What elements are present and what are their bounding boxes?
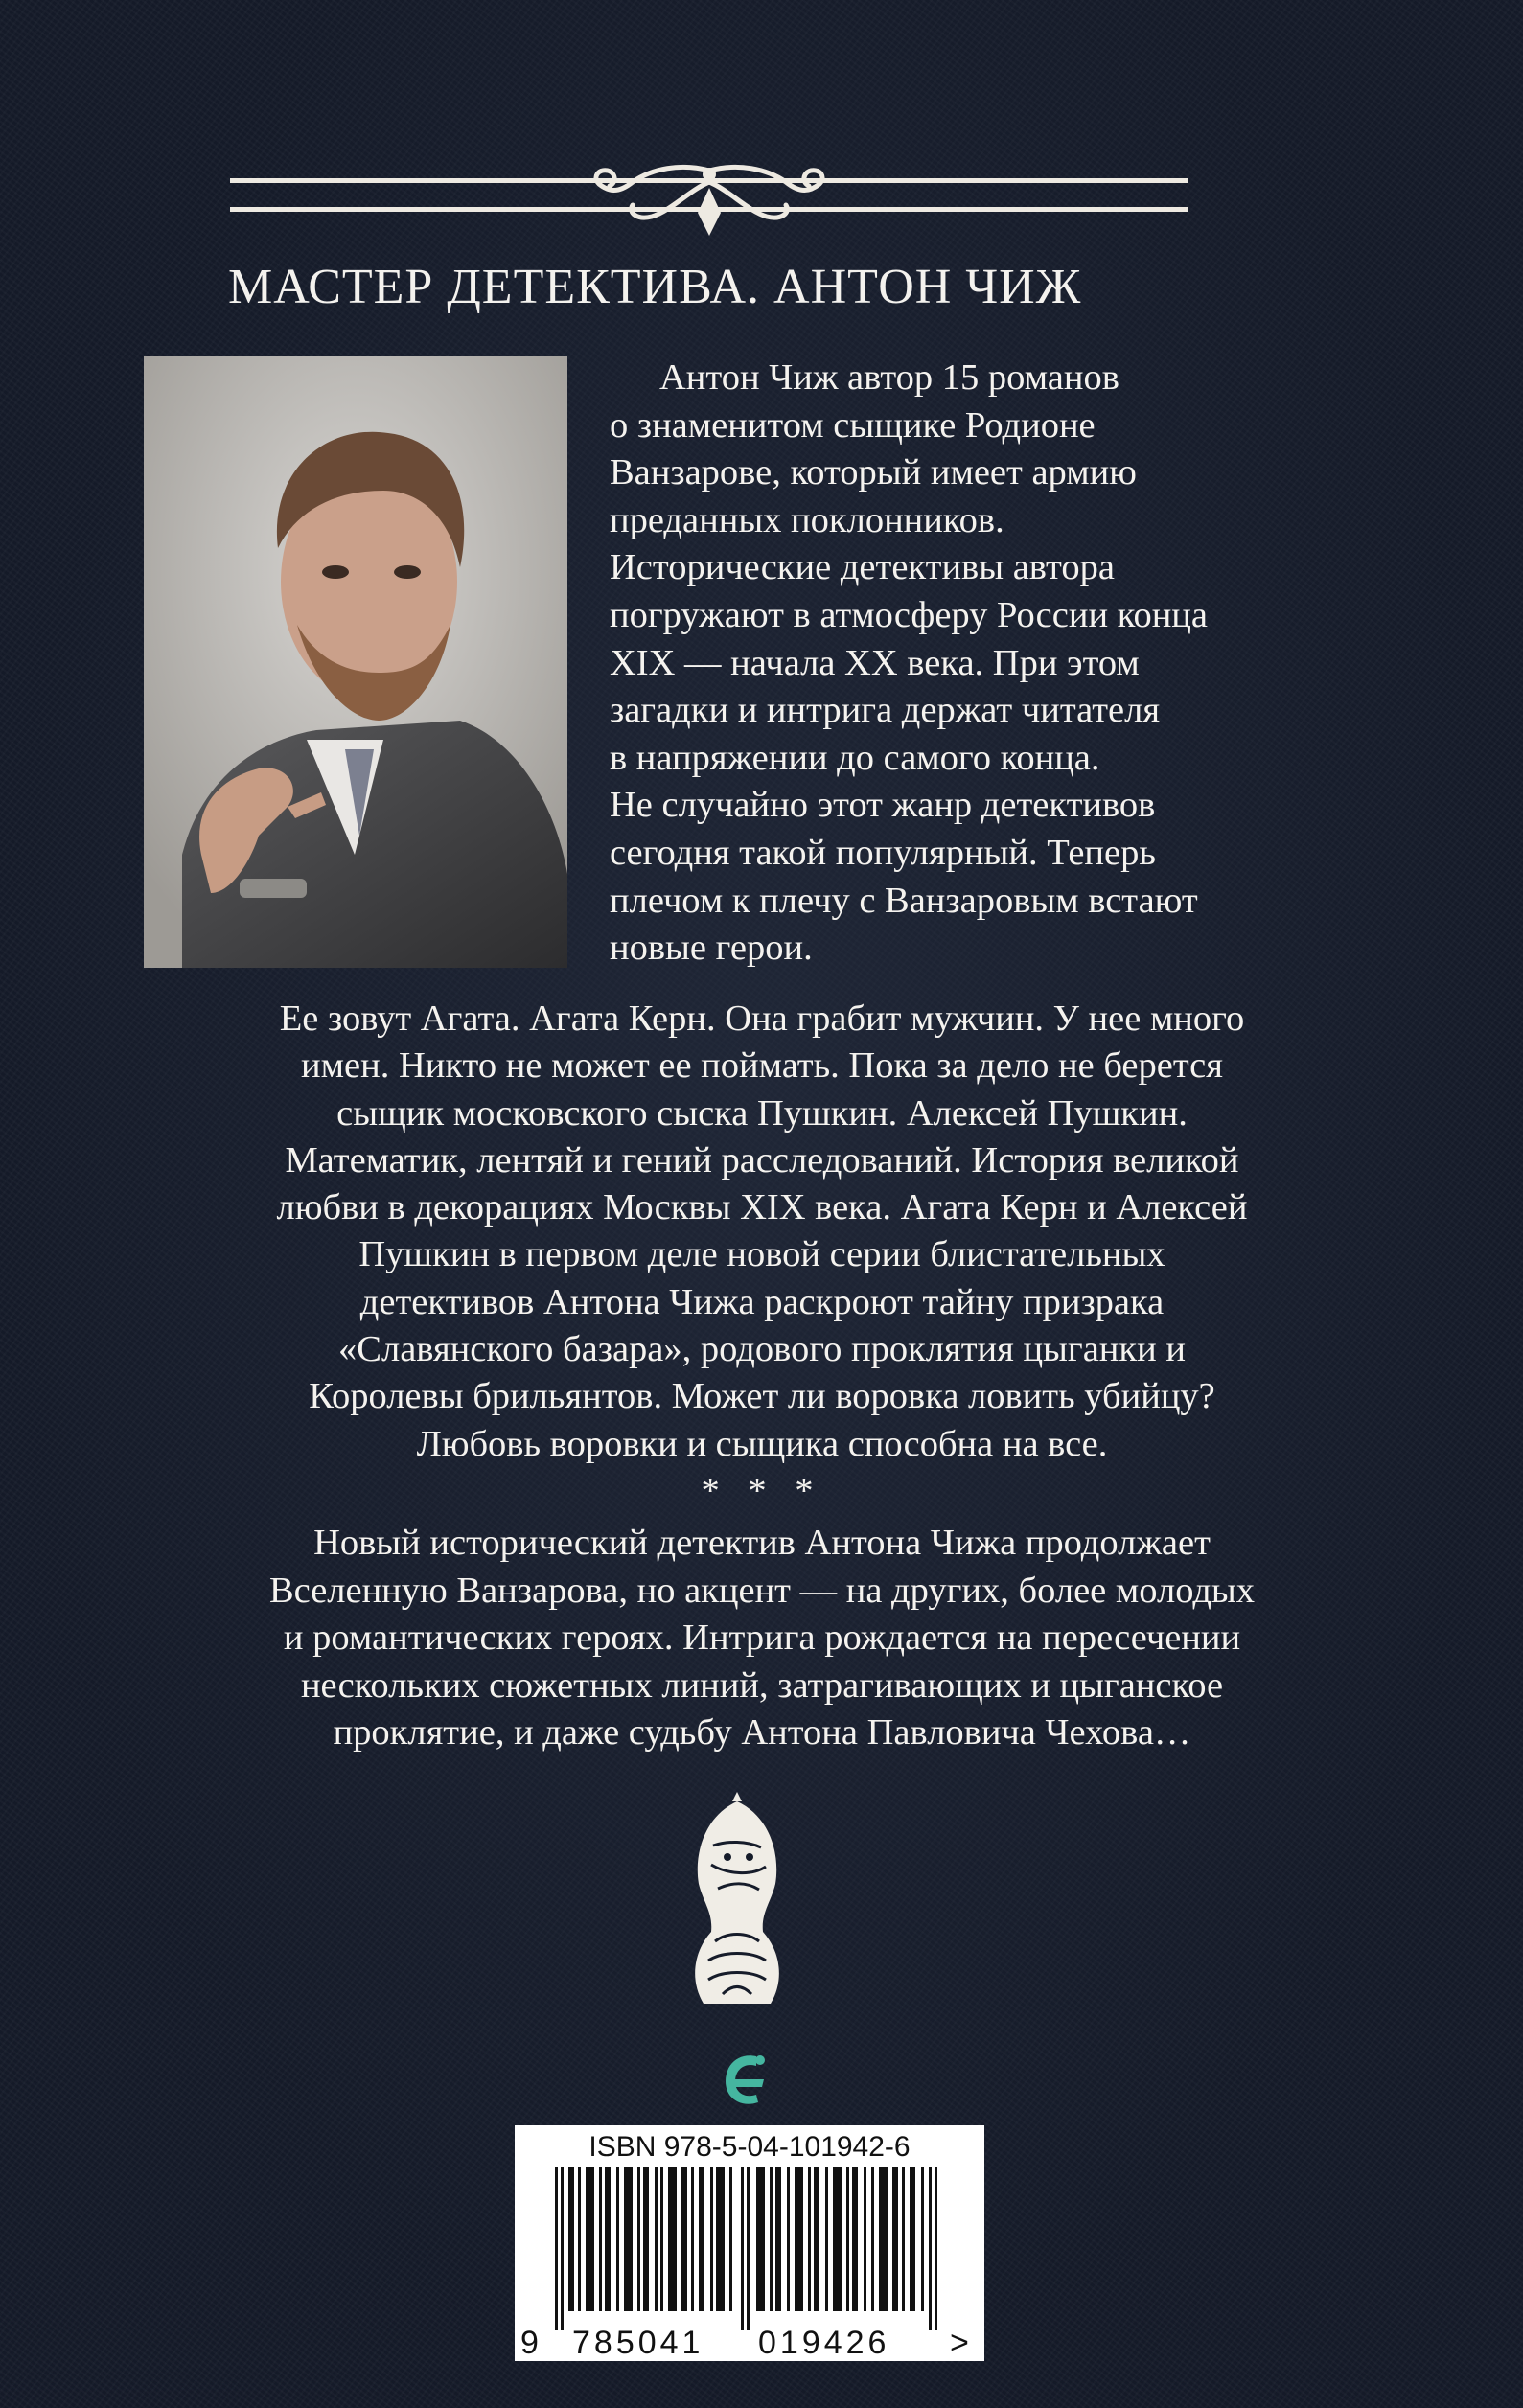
annotation-line: Ее зовут Агата. Агата Керн. Она грабит мужчин. У нее много — [279, 998, 1245, 1039]
author-bio — [610, 355, 1376, 973]
bio-line: в напряжении до самого конца. — [610, 737, 1100, 778]
annotation-line: любви в декорациях Москвы XIX века. Агата Керн и Алексей — [276, 1187, 1248, 1228]
series-title: МАСТЕР ДЕТЕКТИВА. АНТОН ЧИЖ — [228, 260, 1082, 314]
bio-line: о знаменитом сыщике Родионе — [610, 404, 1096, 446]
closing-paragraph — [96, 1520, 1428, 1757]
ornament-divider — [230, 153, 1188, 240]
annotation-line: Пушкин в первом деле новой серии блистательных — [358, 1234, 1165, 1275]
closing-line: Новый исторический детектив Антона Чижа продолжает — [313, 1523, 1211, 1563]
closing-line: и романтических героях. Интрига рождается на пересечении — [283, 1617, 1241, 1658]
author-photo — [144, 356, 567, 968]
annotation-line: Математик, лентяй и гений расследований. История великой — [285, 1139, 1239, 1181]
bio-line: Ванзарове, который имеет армию — [610, 452, 1137, 493]
barcode-bars — [528, 2167, 969, 2330]
annotation-line: детективов Антона Чижа раскроют тайну призрака — [359, 1281, 1165, 1322]
annotation-line: «Славянского базара», родового проклятия цыганки и — [338, 1329, 1186, 1370]
barcode-digits — [515, 2325, 984, 2359]
bio-line: XIX — начала XX века. При этом — [610, 642, 1140, 683]
bio-line: сегодня такой популярный. Теперь — [610, 832, 1156, 873]
barcode-digit-group1: 785041 — [572, 2325, 704, 2361]
bio-line: загадки и интрига держат читателя — [610, 690, 1161, 731]
annotation-line: Любовь воровки и сыщика способна на все. — [416, 1423, 1108, 1464]
emblem-figure-icon — [665, 1788, 809, 2008]
bio-line: Исторические детективы автора — [610, 547, 1115, 588]
closing-line: проклятие, и даже судьбу Антона Павловича Чехова… — [333, 1712, 1191, 1753]
bio-line: плечом к плечу с Ванзаровым встают — [610, 880, 1198, 921]
closing-line: Вселенную Ванзарова, но акцент — на других, более молодых — [268, 1570, 1256, 1611]
bio-line: погружают в атмосферу России конца — [610, 594, 1208, 635]
annotation-line: Королевы брильянтов. Может ли воровка ловить убийцу? — [309, 1376, 1215, 1417]
barcode-digit-group2: 019426 — [758, 2325, 890, 2361]
bio-line: Антон Чиж автор 15 романов — [659, 357, 1119, 398]
isbn-label: ISBN 978-5-04-101942-6 — [588, 2131, 911, 2163]
bio-line: новые герои. — [610, 928, 813, 969]
barcode-digit-first: 9 — [520, 2325, 539, 2361]
book-annotation — [96, 996, 1428, 1515]
closing-line: нескольких сюжетных линий, затрагивающих и цыганское — [300, 1664, 1224, 1706]
section-separator: * * * — [701, 1470, 823, 1511]
barcode — [515, 2125, 984, 2361]
annotation-line: имен. Никто не может ее поймать. Пока за дело не берется — [301, 1045, 1223, 1087]
annotation-line: сыщик московского сыска Пушкин. Алексей Пушкин. — [336, 1092, 1188, 1134]
bio-line: преданных поклонников. — [610, 499, 1004, 540]
barcode-digit-end: > — [950, 2325, 969, 2361]
publisher-logo-icon — [718, 2047, 775, 2114]
bio-line: Не случайно этот жанр детективов — [610, 785, 1156, 826]
